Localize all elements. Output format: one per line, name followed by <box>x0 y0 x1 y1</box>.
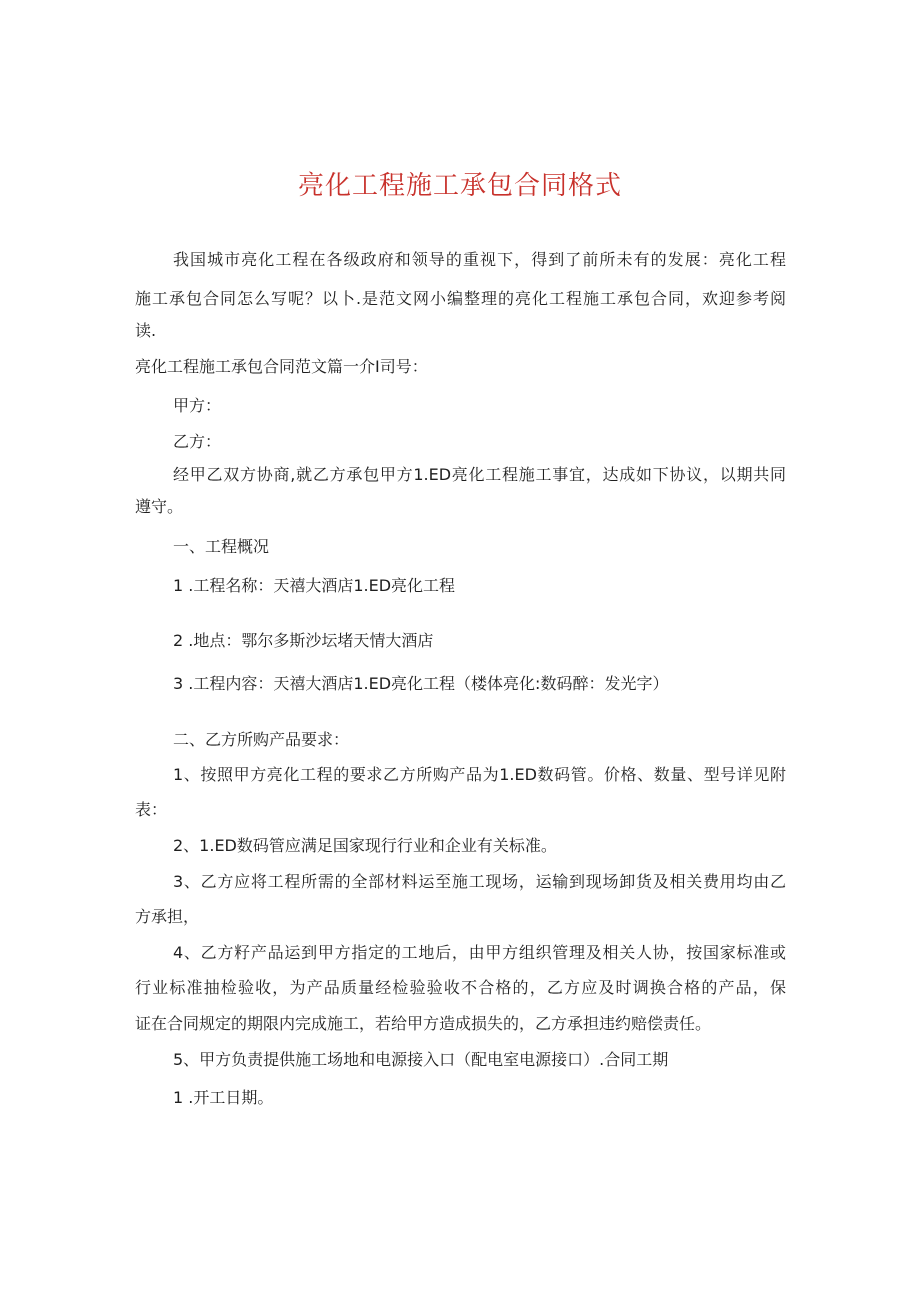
section-heading-contract: 亮化工程施工承包合同范文篇一介I司号： <box>135 357 428 376</box>
requirement-3-line-1: 3、乙方应将工程所需的全部材料运至施工现场，运输到现场卸货及相关费用均由乙 <box>173 872 786 891</box>
start-date: 1 .开工日期。 <box>173 1088 274 1107</box>
section-1-heading: 一、工程概况 <box>173 537 270 556</box>
project-content: 3 .工程内容：天禧大酒店1.ED亮化工程（楼体亮化:数码醉：发光字） <box>173 674 669 693</box>
intro-line-3: 读. <box>135 321 157 340</box>
requirement-2: 2、1.ED数码管应满足国家现行行业和企业有关标准。 <box>173 836 557 855</box>
project-location: 2 .地点：鄂尔多斯沙坛堵天情大酒店 <box>173 631 434 650</box>
document-title: 亮化工程施工承包合同格式 <box>297 171 622 201</box>
project-name: 1 .工程名称：天禧大酒店1.ED亮化工程 <box>173 576 456 595</box>
intro-line-1: 我国城市亮化工程在各级政府和领导的重视下，得到了前所未有的发展：亮化工程 <box>173 250 786 269</box>
agreement-line-2: 遵守。 <box>135 497 184 516</box>
intro-line-2: 施工承包合同怎么写呢？以卜.是范文网小编整理的亮化工程施工承包合同，欢迎参考阅 <box>135 289 786 308</box>
party-a-label: 甲方： <box>173 396 222 415</box>
requirement-3-line-2: 方承担， <box>135 907 200 926</box>
agreement-line-1: 经甲乙双方协商,就乙方承包甲方1.ED亮化工程施工事宜，达成如下协议，以期共同 <box>173 465 786 484</box>
requirement-4-line-2: 行业标准抽检验收，为产品质量经检验验收不合格的，乙方应及时调换合格的产品，保 <box>135 978 786 997</box>
party-b-label: 乙方： <box>173 432 222 451</box>
requirement-4-line-1: 4、乙方籽产品运到甲方指定的工地后，由甲方组织管理及相关人协，按国家标准或 <box>173 943 786 962</box>
requirement-4-line-3: 证在合同规定的期限内完成施工，若给甲方造成损失的，乙方承担违约赔偿责任。 <box>135 1014 712 1033</box>
requirement-5: 5、甲方负责提供施工场地和电源接入口（配电室电源接口）.合同工期 <box>173 1050 669 1069</box>
requirement-1-line-2: 表： <box>135 800 168 819</box>
section-2-heading: 二、乙方所购产品要求： <box>173 730 350 749</box>
requirement-1-line-1: 1、按照甲方亮化工程的要求乙方所购产品为1.ED数码管。价格、数量、型号详见附 <box>173 765 786 784</box>
